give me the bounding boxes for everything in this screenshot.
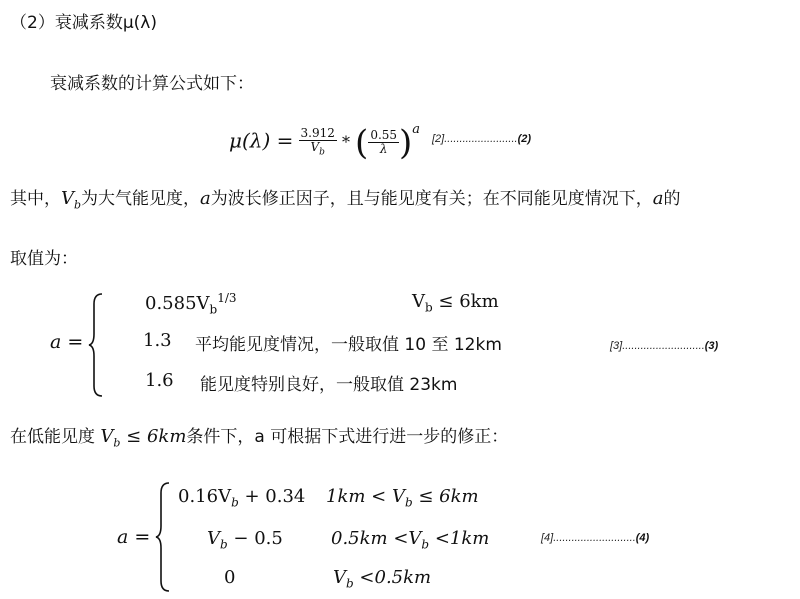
intro-text: 衰减系数的计算公式如下： — [50, 74, 254, 94]
formula-3-brace — [88, 292, 104, 398]
formula-3-row-2-value: 1.3 — [143, 330, 172, 351]
formula-4-brace — [155, 481, 171, 593]
formula-3-row-1-condition: $V_b \le 6km$ — [412, 291, 499, 315]
formula-4-row-3-expression: 0 — [224, 567, 236, 588]
formula-2-reference: [2]........................(2) — [432, 133, 532, 145]
formula-2-fraction-1 — [299, 127, 337, 158]
fraction-2-numerator: 0.55 — [370, 128, 398, 143]
formula-3-lhs: a = — [50, 331, 84, 353]
formula-2-fraction-2 — [368, 129, 399, 156]
formula-3-row-1-value: $0.585V_b^{1/3}$ — [145, 291, 237, 317]
formula-3-row-2-description: 平均能见度情况，一般取值 10 至 12km — [195, 335, 502, 355]
formula-4-row-1-expression: $0.16V_b + 0.34$ — [178, 486, 306, 510]
formula-4-row-3-condition: $V_b <0.5km$ — [333, 567, 432, 591]
exponent-a: a — [412, 122, 421, 137]
equation-number-2: (2) — [517, 133, 532, 145]
formula-4-reference: [4]...........................(4) — [541, 532, 650, 544]
paragraph-1-line-2: 取值为： — [10, 249, 78, 269]
formula-3-reference: [3]...........................(3) — [610, 340, 719, 352]
formula-4-lhs: a = — [117, 526, 151, 548]
equation-number-3: (3) — [704, 340, 719, 352]
fraction-2-denominator: λ — [379, 142, 388, 157]
fraction-1-denominator: $V_b$ — [310, 140, 325, 158]
section-heading: （2）衰减系数μ(λ) — [10, 13, 157, 33]
formula-2-lhs: μ(λ) = — [229, 128, 294, 153]
formula-4-row-2-condition: $0.5km <V_b <1km$ — [331, 528, 490, 552]
formula-4-row-2-expression: $V_b - 0.5$ — [207, 528, 283, 552]
formula-3-row-3-description: 能见度特别良好，一般取值 23km — [200, 375, 458, 395]
fraction-1-numerator: 3.912 — [300, 126, 335, 141]
formula-3-row-3-value: 1.6 — [145, 370, 174, 391]
formula-2: μ(λ) = $\frac{3.912}{V_b}$ * ( $\frac{0.55}{\lambda}$ )$^a$ — [229, 122, 421, 163]
paragraph-2: 在低能见度 $V_b \le 6km$条件下，a 可根据下式进行进一步的修正： — [10, 426, 509, 450]
times-operator: * — [341, 132, 350, 152]
equation-number-4: (4) — [635, 532, 650, 544]
formula-4-row-1-condition: $1km < V_b \le 6km$ — [326, 486, 479, 510]
paragraph-1-line-1: 其中，$V_b$为大气能见度，a为波长修正因子，且与能见度有关；在不同能见度情况下，a的 — [10, 188, 681, 212]
